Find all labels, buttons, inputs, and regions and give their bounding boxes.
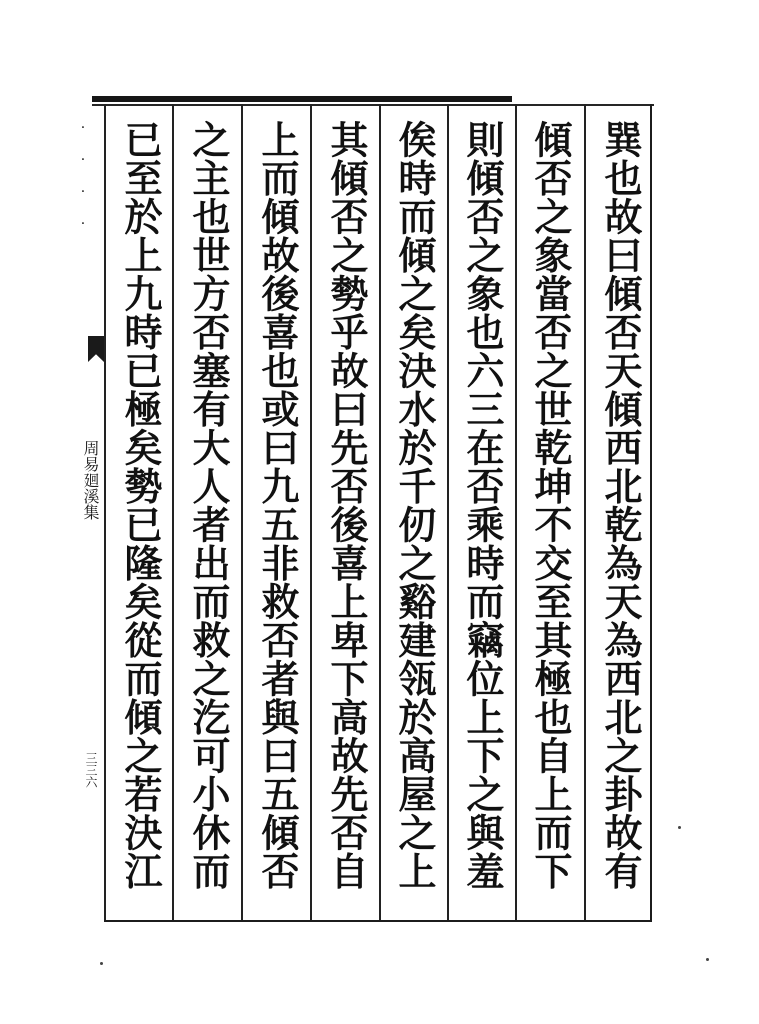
margin-page-number: 三三六 bbox=[84, 752, 98, 788]
text-column-4: 俟時而傾之矣決水於千仞之谿建瓴於高屋之上 bbox=[392, 120, 437, 890]
margin-book-title: 周易廻溪集 bbox=[81, 440, 100, 520]
column-divider bbox=[241, 104, 243, 920]
column-divider bbox=[172, 104, 174, 920]
text-column-8: 已至於上九時已極矣勢已隆矣從而傾之若決江 bbox=[118, 120, 163, 890]
column-divider bbox=[584, 104, 586, 920]
text-column-6: 上而傾故後喜也或曰九五非救否者與曰五傾否 bbox=[255, 120, 300, 890]
text-column-7: 之主也世方否塞有大人者出而救之汔可小休而 bbox=[186, 120, 231, 890]
column-divider bbox=[104, 104, 106, 920]
text-column-1: 巽也故曰傾否天傾西北乾為天為西北之卦故有 bbox=[598, 120, 643, 890]
text-column-3: 則傾否之象也六三在否乘時而竊位上下之與羞 bbox=[460, 120, 505, 890]
scan-speck bbox=[706, 958, 709, 961]
column-divider bbox=[515, 104, 517, 920]
top-border-rule bbox=[92, 96, 512, 102]
column-divider bbox=[310, 104, 312, 920]
scan-speck bbox=[678, 826, 681, 829]
margin-marks: · · · · bbox=[75, 120, 91, 232]
scan-speck bbox=[100, 962, 103, 965]
column-divider bbox=[447, 104, 449, 920]
text-column-5: 其傾否之勢乎故曰先否後喜上卑下高故先否自 bbox=[324, 120, 369, 890]
column-divider bbox=[379, 104, 381, 920]
text-column-2: 傾否之象當否之世乾坤不交至其極也自上而下 bbox=[528, 120, 573, 890]
